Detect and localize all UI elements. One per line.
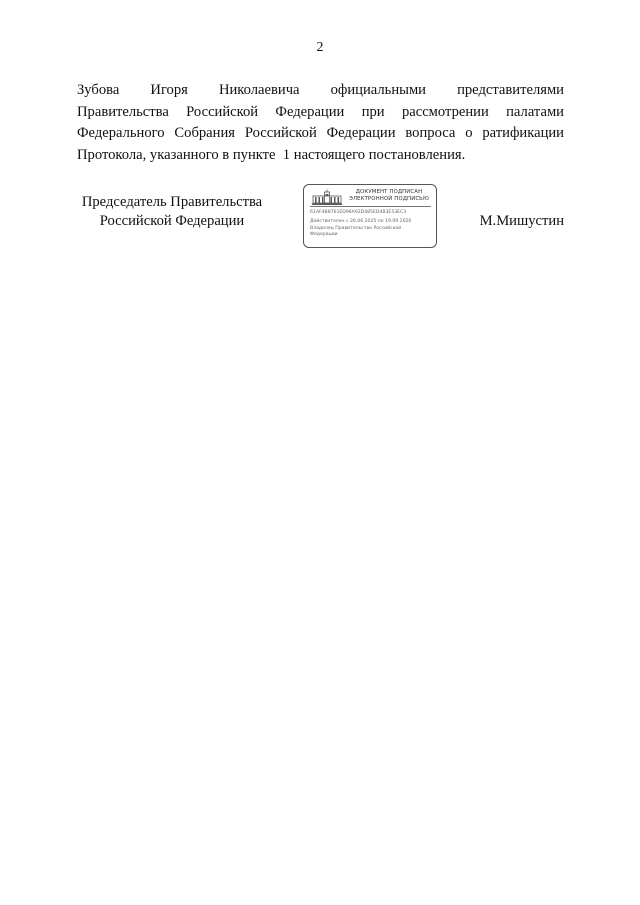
stamp-certificate-number: 61AF4B8761ED96A92D485ED4B3E53EC3 [310,210,407,215]
body-line: Зубова Игоря Николаевича официальными представителями [77,82,564,98]
signer-title [77,193,267,231]
government-building-emblem-icon [312,189,342,205]
stamp-divider [310,206,431,207]
electronic-signature-stamp [303,184,437,248]
stamp-heading [344,189,434,203]
stamp-heading-line2: ЭЛЕКТРОННОЙ ПОДПИСЬЮ [349,196,429,202]
signer-name: М.Мишустин [479,213,564,229]
stamp-validity-period: Действителен с 26.06.2025 по 19.09.2026 [310,219,412,224]
stamp-owner: Владелец Правительство Российской Федерации [310,226,402,237]
signer-title-line2: Российской Федерации [99,213,245,229]
body-line: Протокола, указанного в пункте 1 настоящего постановления. [77,146,466,163]
signer-title-line1: Председатель Правительства [81,194,263,210]
stamp-heading-line1: ДОКУМЕНТ ПОДПИСАН [355,189,423,195]
body-line: Правительства Российской Федерации при рассмотрении палатами [77,103,564,120]
body-paragraph [77,80,564,166]
page-number: 2 [316,40,324,55]
body-line: Федерального Собрания Российской Федерации вопроса о ратификации [77,125,564,141]
